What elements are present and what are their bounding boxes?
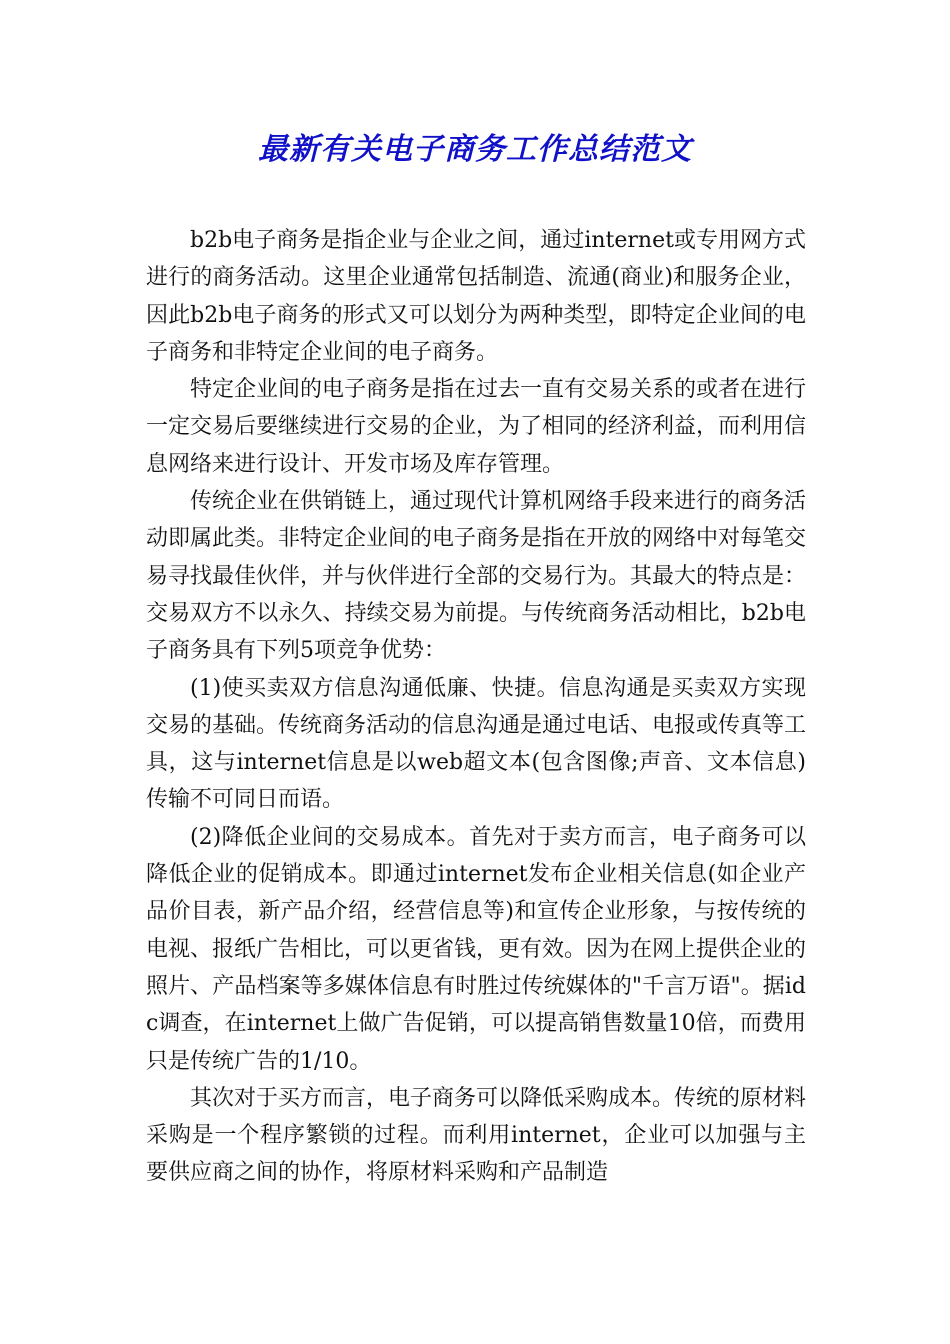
paragraph-b2b-definition: b2b电子商务是指企业与企业之间，通过internet或专用网方式进行的商务活动。这里企业通常包括制造、流通(商业)和服务企业，因此b2b电子商务的形式又可以划分为两种类型，即特定企业间的电子商务和非特定企业间的电子商务。 (146, 228, 806, 365)
paragraph-traditional-enterprises: 传统企业在供销链上，通过现代计算机网络手段来进行的商务活动即属此类。非特定企业间的电子商务是指在开放的网络中对每笔交易寻找最佳伙伴，并与伙伴进行全部的交易行为。其最大的特点是：交易双方不以永久、持续交易为前提。与传统商务活动相比，b2b电子商务具有下列5项竞争优势： (146, 489, 807, 664)
paragraph-buyer-costs: 其次对于买方而言，电子商务可以降低采购成本。传统的原材料采购是一个程序繁锁的过程。而利用internet，企业可以加强与主要供应商之间的协作，将原材料采购和产品制造 (146, 1085, 807, 1186)
paragraph-advantage-1: (1)使买卖双方信息沟通低廉、快捷。信息沟通是买卖双方实现交易的基础。传统商务活动的信息沟通是通过电话、电报或传真等工具，这与internet信息是以web超文本(包含图像;声音、文本信息)传输不可同日而语。 (146, 675, 807, 813)
document-body (146, 222, 806, 1192)
document-title: 最新有关电子商务工作总结范文 (258, 132, 692, 167)
paragraph-specific-enterprises: 特定企业间的电子商务是指在过去一直有交易关系的或者在进行一定交易后要继续进行交易的企业，为了相同的经济利益，而利用信息网络来进行设计、开发市场及库存管理。 (146, 377, 807, 477)
paragraph-advantage-2: (2)降低企业间的交易成本。首先对于卖方而言，电子商务可以降低企业的促销成本。即通过internet发布企业相关信息(如企业产品价目表，新产品介绍，经营信息等)和宣传企业形象，与按传统的电视、报纸广告相比，可以更省钱，更有效。因为在网上提供企业的照片、产品档案等多媒体信息有时胜过传统媒体的"千言万语"。据idc调查，在internet上做广告促销，可以提高销售数量10倍，而费用只是传统广告的1/10。 (146, 824, 807, 1074)
